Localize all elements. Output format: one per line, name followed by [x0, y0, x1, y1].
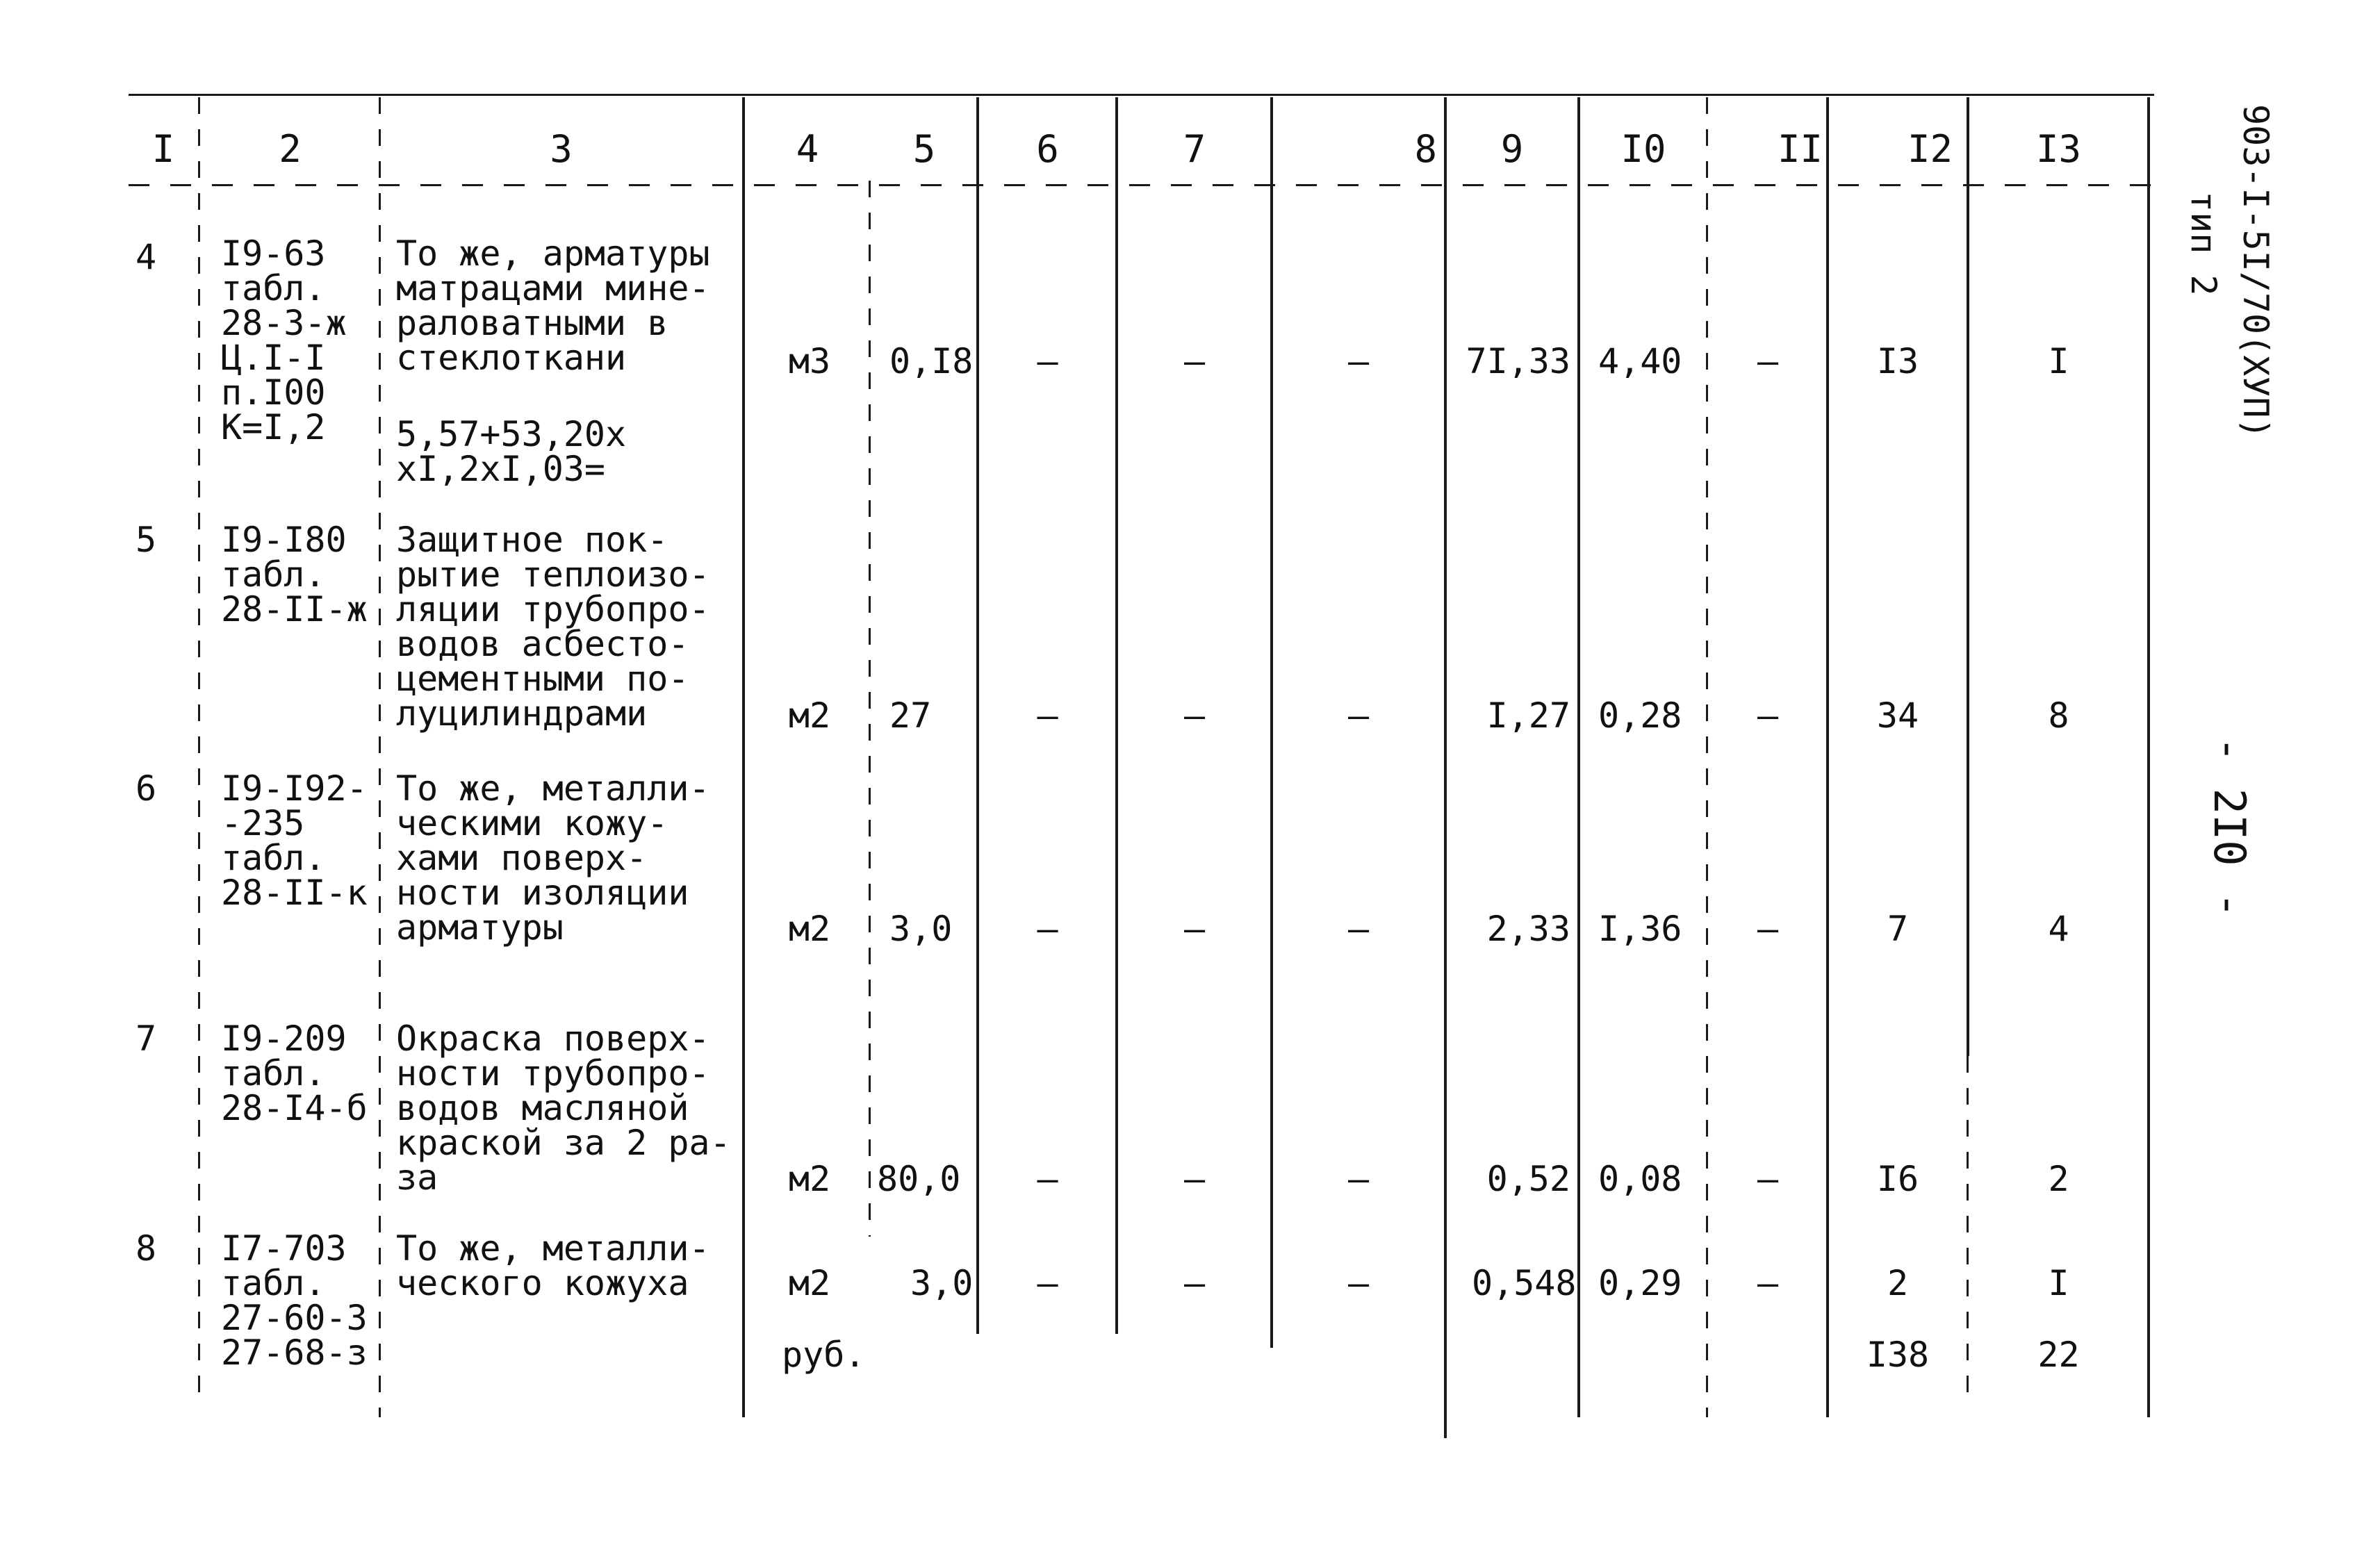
row-col12: I6	[1876, 1159, 1919, 1199]
row-col13: I	[2048, 1263, 2069, 1303]
row-quantity: 3,0	[889, 909, 953, 949]
col-rule	[198, 97, 200, 1403]
col-header-8: 8	[1414, 127, 1437, 171]
row-number: 8	[136, 1228, 157, 1269]
row-col6: –	[1037, 695, 1058, 736]
col-header-6: 6	[1036, 127, 1059, 171]
row-description: Защитное пок- рытие теплоизо- ляции трубопро- водов асбесто- цементными по- луцилиндрами	[396, 520, 710, 734]
page-number: - 2I0 -	[2204, 736, 2255, 918]
row-quantity: 80,0	[877, 1159, 961, 1199]
row-col9: 0,548	[1472, 1263, 1577, 1303]
row-code: I7-703 табл. 27-60-3 27-68-з	[221, 1228, 368, 1373]
top-rule	[129, 94, 2154, 96]
row-col8: –	[1347, 695, 1370, 736]
row-code: I9-63 табл. 28-3-ж Ц.I-I п.I00 К=I,2	[221, 233, 347, 447]
col-rule	[1826, 97, 1829, 1417]
col-rule	[1967, 97, 1969, 1056]
row-col10: 0,29	[1598, 1263, 1682, 1303]
document-reference-type: тип 2	[2183, 191, 2224, 296]
row-col12: 7	[1887, 909, 1909, 949]
row-col8: –	[1347, 909, 1370, 949]
row-quantity: 0,I8	[889, 341, 974, 381]
row-col11: –	[1757, 341, 1779, 381]
row-col7: –	[1183, 695, 1206, 736]
col-rule	[742, 97, 745, 1417]
col-header-10: I0	[1620, 127, 1666, 171]
row-col6: –	[1037, 1263, 1058, 1303]
col-rule	[1115, 97, 1118, 1334]
row-code: I9-209 табл. 28-I4-б	[221, 1018, 368, 1128]
row-unit: м2	[788, 695, 831, 736]
row-description: То же, металли- ческими кожу- хами поверх- ности изоляции арматуры	[396, 768, 710, 948]
row-col6: –	[1037, 1159, 1058, 1199]
row-description: То же, арматуры матрацами мине- раловатными в стеклоткани	[396, 233, 710, 378]
row-col8: –	[1347, 1159, 1370, 1199]
col-header-4: 4	[796, 127, 819, 171]
row-col12: 2	[1887, 1263, 1909, 1303]
row-col11: –	[1757, 1263, 1779, 1303]
col-header-9: 9	[1500, 127, 1524, 171]
document-reference: 903-I-5I/70(ХУП)	[2235, 104, 2276, 439]
row-col6: –	[1037, 341, 1058, 381]
row-number: 5	[136, 520, 157, 560]
row-col11: –	[1757, 695, 1779, 736]
row-col13: 4	[2048, 909, 2069, 949]
col-header-7: 7	[1183, 127, 1206, 171]
row-col9: 0,52	[1486, 1159, 1570, 1199]
col-rule	[976, 97, 979, 1334]
row-col10: 0,08	[1598, 1159, 1682, 1199]
row-col7: –	[1183, 341, 1206, 381]
col-header-1: I	[151, 127, 175, 171]
col-header-5: 5	[912, 127, 936, 171]
total-unit: руб.	[782, 1335, 866, 1375]
row-description: То же, металли- ческого кожуха	[396, 1228, 710, 1303]
row-col8: –	[1347, 341, 1370, 381]
row-unit: м3	[788, 341, 831, 381]
row-unit: м2	[788, 1263, 831, 1303]
row-code: I9-I80 табл. 28-II-ж	[221, 520, 368, 629]
col-rule	[1967, 1056, 1969, 1403]
row-col13: 2	[2048, 1159, 2069, 1199]
row-description: Окраска поверх- ности трубопро- водов масляной краской за 2 ра- за	[396, 1018, 731, 1198]
col-rule	[1577, 97, 1580, 1417]
row-col8: –	[1347, 1263, 1370, 1303]
total-col13: 22	[2037, 1335, 2080, 1375]
row-col6: –	[1037, 909, 1058, 949]
col-header-12: I2	[1907, 127, 1953, 171]
row-col9: 7I,33	[1466, 341, 1570, 381]
row-col9: 2,33	[1486, 909, 1570, 949]
row-unit: м2	[788, 909, 831, 949]
row-col7: –	[1183, 909, 1206, 949]
row-col13: I	[2048, 341, 2069, 381]
col-header-2: 2	[279, 127, 302, 171]
col-rule	[869, 181, 871, 1237]
row-col7: –	[1183, 1159, 1206, 1199]
row-code: I9-I92- -235 табл. 28-II-к	[221, 768, 368, 913]
col-header-3: 3	[550, 127, 573, 171]
row-col9: I,27	[1486, 695, 1570, 736]
col-rule	[379, 97, 381, 1417]
row-quantity: 27	[889, 695, 932, 736]
row-formula: 5,57+53,20х хI,2хI,03=	[396, 414, 627, 489]
col-rule	[1444, 97, 1447, 1438]
row-col10: 0,28	[1598, 695, 1682, 736]
col-header-13: I3	[2035, 127, 2082, 171]
col-rule	[1706, 97, 1708, 1417]
row-col11: –	[1757, 909, 1779, 949]
header-rule	[129, 184, 2154, 186]
total-col12: I38	[1866, 1335, 1930, 1375]
row-col13: 8	[2048, 695, 2069, 736]
row-number: 4	[136, 237, 157, 277]
row-quantity: 3,0	[910, 1263, 974, 1303]
row-col10: I,36	[1598, 909, 1682, 949]
row-unit: м2	[788, 1159, 831, 1199]
row-col10: 4,40	[1598, 341, 1682, 381]
col-rule	[2147, 97, 2150, 1417]
row-col11: –	[1757, 1159, 1779, 1199]
col-header-11: II	[1777, 127, 1823, 171]
row-col12: I3	[1876, 341, 1919, 381]
row-col12: 34	[1876, 695, 1919, 736]
row-col7: –	[1183, 1263, 1206, 1303]
row-number: 6	[136, 768, 157, 809]
row-number: 7	[136, 1018, 157, 1059]
